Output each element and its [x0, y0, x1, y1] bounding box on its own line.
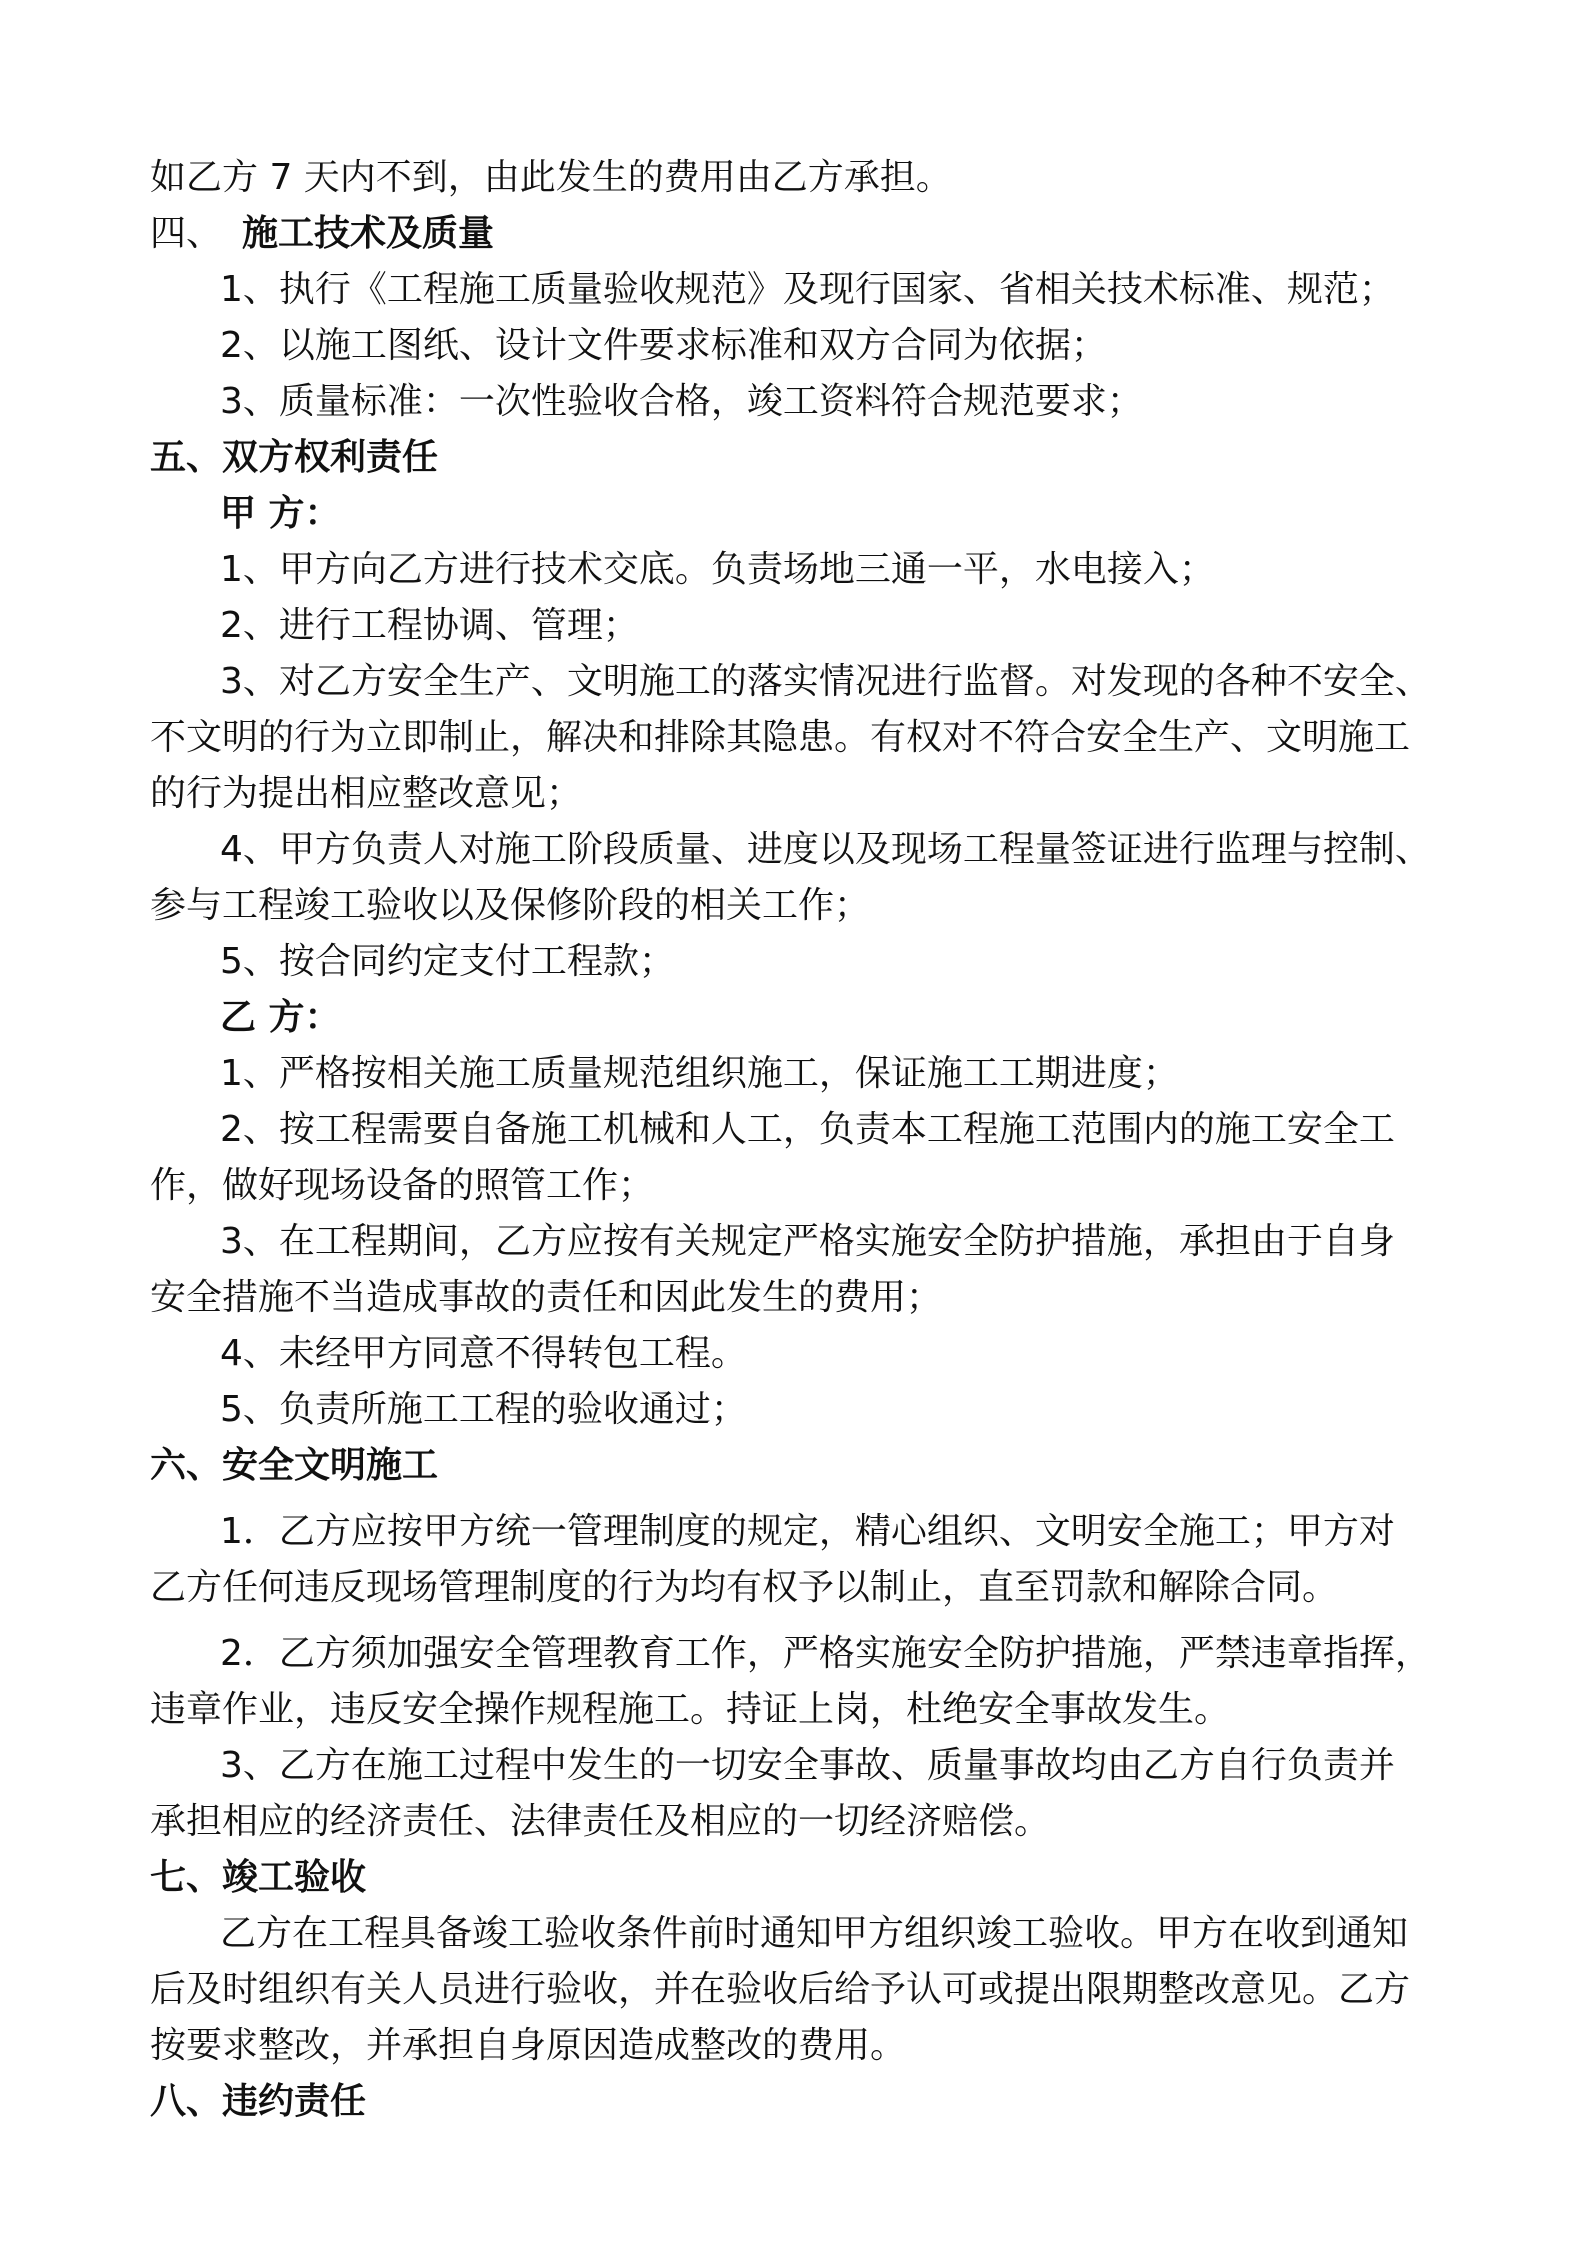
text-line: 4、甲方负责人对施工阶段质量、进度以及现场工程量签证进行监理与控制、 — [220, 829, 1431, 870]
text-line: 安全措施不当造成事故的责任和因此发生的费用； — [150, 1277, 943, 1318]
party-a-heading: 甲 方： — [220, 493, 341, 534]
text-line: 2、进行工程协调、管理； — [220, 605, 639, 646]
text-line: 后及时组织有关人员进行验收，并在验收后给予认可或提出限期整改意见。乙方 — [150, 1969, 1411, 2010]
section-heading-6: 六、安全文明施工 — [150, 1445, 439, 1486]
section-heading-5: 五、双方权利责任 — [150, 437, 439, 478]
text-line: 5、按合同约定支付工程款； — [220, 941, 675, 982]
text-line: 的行为提出相应整改意见； — [150, 773, 583, 814]
text-line: 3、在工程期间，乙方应按有关规定严格实施安全防护措施，承担由于自身 — [220, 1221, 1395, 1262]
text-line: 3、乙方在施工过程中发生的一切安全事故、质量事故均由乙方自行负责并 — [220, 1745, 1395, 1786]
text-line: 承担相应的经济责任、法律责任及相应的一切经济赔偿。 — [150, 1801, 1051, 1842]
text-line: 1、甲方向乙方进行技术交底。负责场地三通一平，水电接入； — [220, 549, 1215, 590]
text-line: 不文明的行为立即制止，解决和排除其隐患。有权对不符合安全生产、文明施工 — [150, 717, 1411, 758]
text-line: 1、执行《工程施工质量验收规范》及现行国家、省相关技术标准、规范； — [220, 269, 1395, 310]
text-line: 1．乙方应按甲方统一管理制度的规定，精心组织、文明安全施工；甲方对 — [220, 1511, 1395, 1552]
text-line: 2．乙方须加强安全管理教育工作，严格实施安全防护措施，严禁违章指挥， — [220, 1633, 1431, 1674]
text-line: 5、负责所施工工程的验收通过； — [220, 1389, 747, 1430]
section-heading-7: 七、竣工验收 — [150, 1857, 367, 1898]
section-heading-4 — [150, 206, 1450, 262]
text-line: 2、以施工图纸、设计文件要求标准和双方合同为依据； — [220, 325, 1107, 366]
text-line: 违章作业，违反安全操作规程施工。持证上岗，杜绝安全事故发生。 — [150, 1689, 1231, 1730]
text-line: 乙方任何违反现场管理制度的行为均有权予以制止，直至罚款和解除合同。 — [150, 1567, 1339, 1608]
text-line: 1、严格按相关施工质量规范组织施工，保证施工工期进度； — [220, 1053, 1179, 1094]
text-line: 乙方在工程具备竣工验收条件前时通知甲方组织竣工验收。甲方在收到通知 — [220, 1913, 1409, 1954]
text-line: 3、对乙方安全生产、文明施工的落实情况进行监督。对发现的各种不安全、 — [220, 661, 1431, 702]
party-b-heading: 乙 方： — [220, 997, 341, 1038]
text-line: 参与工程竣工验收以及保修阶段的相关工作； — [150, 885, 871, 926]
section-number: 四、 — [150, 213, 223, 254]
text-line: 4、未经甲方同意不得转包工程。 — [220, 1333, 747, 1374]
text-line: 3、质量标准：一次性验收合格，竣工资料符合规范要求； — [220, 381, 1143, 422]
text-line: 按要求整改，并承担自身原因造成整改的费用。 — [150, 2025, 907, 2066]
text-line: 如乙方 7 天内不到，由此发生的费用由乙方承担。 — [150, 157, 952, 198]
text-line: 作，做好现场设备的照管工作； — [150, 1165, 655, 1206]
text-line: 2、按工程需要自备施工机械和人工，负责本工程施工范围内的施工安全工 — [220, 1109, 1395, 1150]
document-body — [150, 150, 1450, 2130]
section-heading-8: 八、违约责任 — [150, 2081, 367, 2122]
section-title: 施工技术及质量 — [242, 213, 495, 254]
